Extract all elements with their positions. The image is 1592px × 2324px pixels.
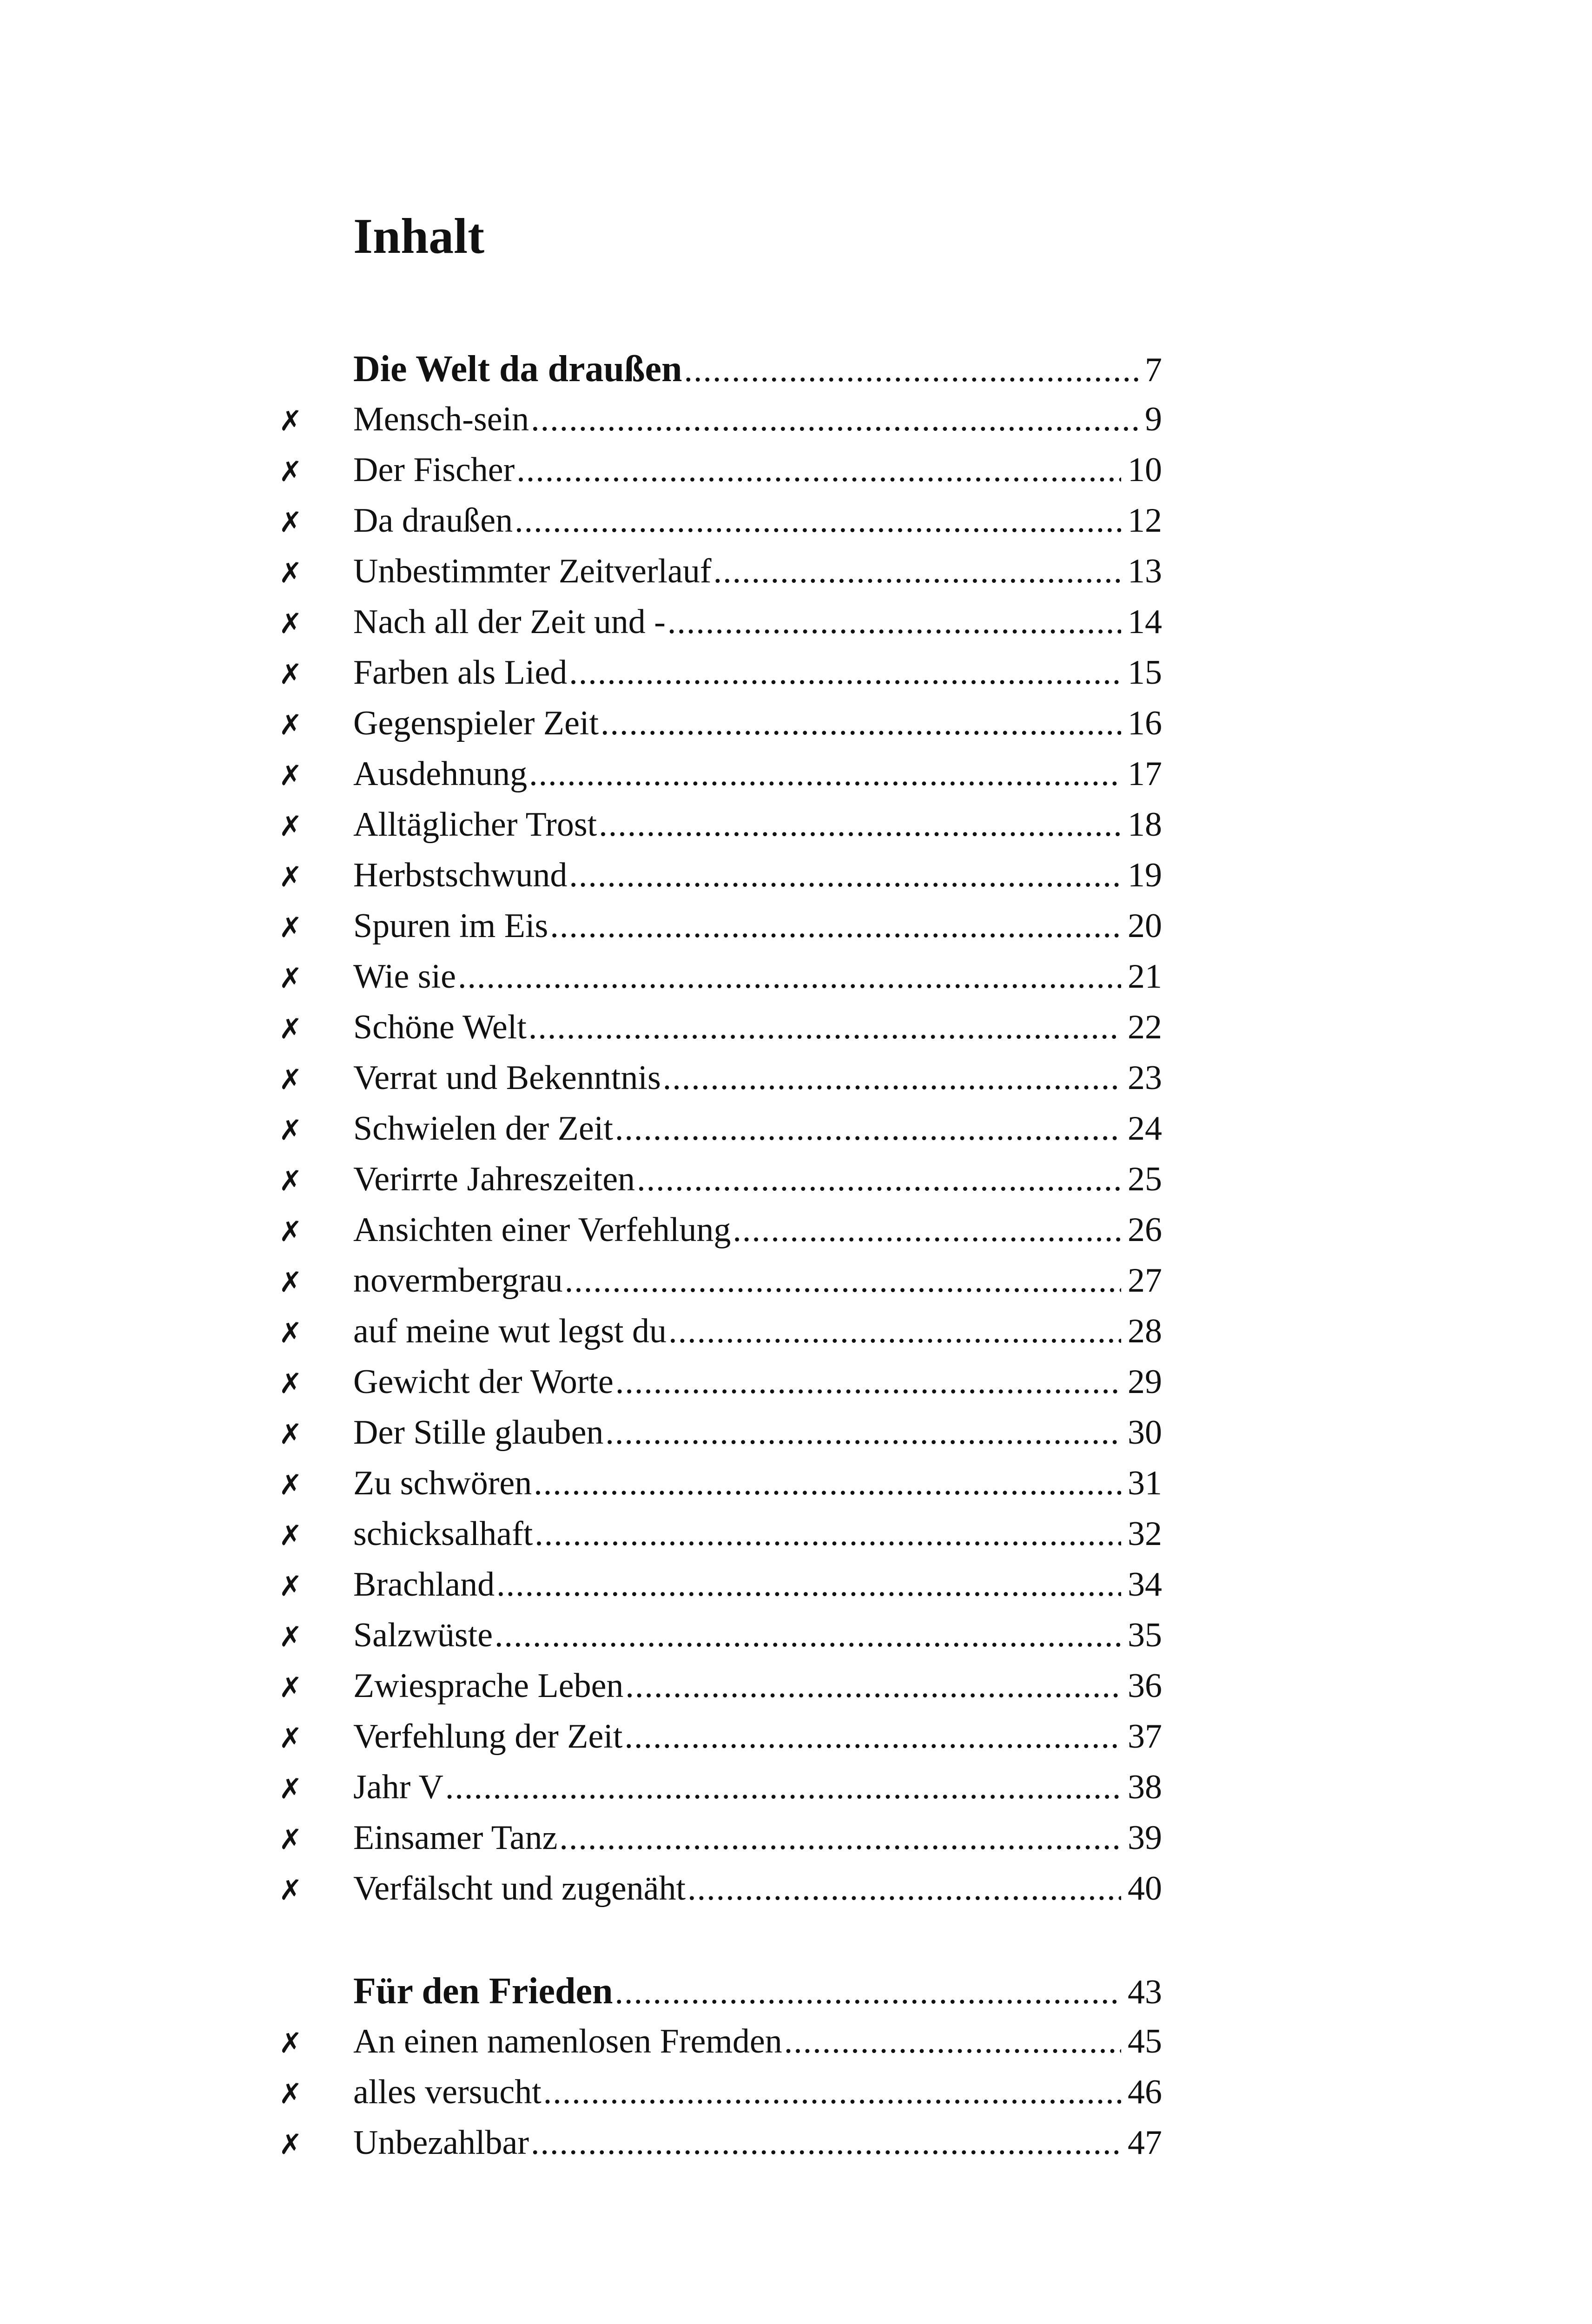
check-mark-icon: ✗	[279, 1621, 303, 1653]
entry-page-number: 45	[1128, 2022, 1162, 2060]
check-mark-icon: ✗	[279, 1266, 303, 1299]
section-title: Die Welt da draußen	[353, 349, 682, 390]
dot-leader	[496, 1559, 1121, 1610]
entry-line	[353, 1661, 1162, 1711]
section-page-number: 7	[1145, 351, 1162, 389]
toc-section-heading	[353, 344, 1162, 394]
entry-title: Da draußen	[353, 502, 513, 540]
toc-entry	[279, 394, 1190, 445]
toc-entry	[279, 850, 1190, 901]
check-mark-icon: ✗	[279, 506, 303, 539]
toc-entry	[279, 1255, 1190, 1306]
entry-title: Gegenspieler Zeit	[353, 704, 599, 742]
entry-page-number: 17	[1128, 755, 1162, 793]
entry-page-number: 39	[1128, 1819, 1162, 1857]
entry-title: Herbstschwund	[353, 856, 568, 894]
entry-page-number: 21	[1128, 957, 1162, 996]
entry-title: Mensch-sein	[353, 400, 529, 438]
entry-title: Alltäglicher Trost	[353, 805, 597, 844]
dot-leader	[543, 2067, 1121, 2118]
dot-leader	[625, 1661, 1121, 1711]
toc-entry	[279, 2118, 1190, 2168]
dot-leader	[569, 647, 1121, 698]
dot-leader	[569, 850, 1121, 901]
entry-page-number: 13	[1128, 552, 1162, 590]
toc-entry	[279, 1205, 1190, 1255]
entry-page-number: 47	[1128, 2124, 1162, 2162]
entry-title: schicksalhaft	[353, 1515, 533, 1553]
entry-line	[353, 597, 1162, 647]
entry-line	[353, 1154, 1162, 1205]
dot-leader	[565, 1255, 1121, 1306]
entry-line	[353, 1458, 1162, 1509]
entry-page-number: 30	[1128, 1413, 1162, 1452]
entry-line	[353, 445, 1162, 495]
entry-page-number: 18	[1128, 805, 1162, 844]
check-mark-icon: ✗	[279, 1013, 303, 1045]
entry-title: Verirrte Jahreszeiten	[353, 1160, 635, 1198]
dot-leader	[687, 1863, 1121, 1914]
entry-title: Jahr V	[353, 1768, 443, 1806]
entry-title: Nach all der Zeit und -	[353, 603, 666, 641]
entry-page-number: 10	[1128, 451, 1162, 489]
dot-leader	[550, 901, 1121, 951]
dot-leader	[528, 1002, 1121, 1053]
entry-page-number: 9	[1145, 400, 1162, 438]
entry-page-number: 36	[1128, 1667, 1162, 1705]
entry-page-number: 12	[1128, 502, 1162, 540]
entry-line	[353, 1559, 1162, 1610]
section-page-number: 43	[1128, 1973, 1162, 2011]
entry-title: novermbergrau	[353, 1261, 563, 1300]
entry-line	[353, 901, 1162, 951]
check-mark-icon: ✗	[279, 709, 303, 741]
toc-entry	[279, 1154, 1190, 1205]
entry-title: auf meine wut legst du	[353, 1312, 667, 1350]
entry-title: Brachland	[353, 1565, 495, 1604]
toc-entry	[279, 1306, 1190, 1357]
entry-title: Schwielen der Zeit	[353, 1109, 613, 1148]
dot-leader	[535, 1509, 1121, 1559]
check-mark-icon: ✗	[279, 1469, 303, 1501]
check-mark-icon: ✗	[279, 2128, 303, 2161]
toc-entry	[279, 1458, 1190, 1509]
entry-page-number: 26	[1128, 1211, 1162, 1249]
check-mark-icon: ✗	[279, 607, 303, 640]
entry-page-number: 40	[1128, 1869, 1162, 1908]
dot-leader	[663, 1053, 1121, 1103]
toc-entry	[279, 1813, 1190, 1863]
entry-page-number: 46	[1128, 2073, 1162, 2111]
check-mark-icon: ✗	[279, 1317, 303, 1349]
entry-title: Salzwüste	[353, 1616, 493, 1654]
entry-line	[353, 1509, 1162, 1559]
toc-entry	[279, 1053, 1190, 1103]
entry-title: Zu schwören	[353, 1464, 532, 1502]
check-mark-icon: ✗	[279, 2027, 303, 2060]
toc-entry	[279, 1863, 1190, 1914]
dot-leader	[733, 1205, 1121, 1255]
entry-page-number: 31	[1128, 1464, 1162, 1502]
check-mark-icon: ✗	[279, 1215, 303, 1248]
entry-line	[353, 1762, 1162, 1813]
entry-line	[353, 1103, 1162, 1154]
entry-title: Einsamer Tanz	[353, 1819, 558, 1857]
dot-leader	[515, 495, 1121, 546]
dot-leader	[534, 1458, 1121, 1509]
check-mark-icon: ✗	[279, 2078, 303, 2110]
dot-leader	[531, 394, 1138, 445]
toc-entry	[279, 1661, 1190, 1711]
entry-title: alles versucht	[353, 2073, 542, 2111]
check-mark-icon: ✗	[279, 1367, 303, 1400]
check-mark-icon: ✗	[279, 1165, 303, 1197]
toc-section-heading	[353, 1966, 1162, 2016]
entry-page-number: 20	[1128, 907, 1162, 945]
dot-leader	[445, 1762, 1121, 1813]
dot-leader	[615, 1103, 1121, 1154]
check-mark-icon: ✗	[279, 962, 303, 995]
entry-page-number: 14	[1128, 603, 1162, 641]
entry-line	[353, 647, 1162, 698]
entry-title: Unbezahlbar	[353, 2124, 529, 2162]
entry-title: Ansichten einer Verfehlung	[353, 1211, 731, 1249]
entry-line	[353, 1357, 1162, 1407]
table-of-contents	[279, 344, 1190, 2168]
entry-page-number: 32	[1128, 1515, 1162, 1553]
toc-entry	[279, 445, 1190, 495]
check-mark-icon: ✗	[279, 1773, 303, 1805]
entry-title: Zwiesprache Leben	[353, 1667, 624, 1705]
dot-leader	[784, 2016, 1121, 2067]
entry-title: Der Stille glauben	[353, 1413, 604, 1452]
entry-title: Verfälscht und zugenäht	[353, 1869, 686, 1908]
check-mark-icon: ✗	[279, 911, 303, 944]
entry-title: Schöne Welt	[353, 1008, 527, 1046]
check-mark-icon: ✗	[279, 456, 303, 488]
toc-entry	[279, 597, 1190, 647]
toc-entry	[279, 901, 1190, 951]
dot-leader	[684, 345, 1139, 395]
toc-entry	[279, 799, 1190, 850]
toc-entry	[279, 1103, 1190, 1154]
dot-leader	[599, 799, 1121, 850]
toc-entry	[279, 495, 1190, 546]
entry-line	[353, 1205, 1162, 1255]
toc-entry	[279, 1711, 1190, 1762]
section-title: Für den Frieden	[353, 1971, 613, 2012]
entry-line	[353, 2067, 1162, 2118]
check-mark-icon: ✗	[279, 810, 303, 843]
check-mark-icon: ✗	[279, 1570, 303, 1603]
dot-leader	[529, 749, 1121, 799]
toc-entry	[279, 951, 1190, 1002]
dot-leader	[531, 2118, 1121, 2168]
toc-entry	[279, 698, 1190, 749]
check-mark-icon: ✗	[279, 658, 303, 691]
toc-entry	[279, 1610, 1190, 1661]
entry-line	[353, 1863, 1162, 1914]
dot-leader	[559, 1813, 1121, 1863]
dot-leader	[624, 1711, 1121, 1762]
dot-leader	[667, 597, 1121, 647]
dot-leader	[668, 1306, 1121, 1357]
entry-title: Gewicht der Worte	[353, 1363, 614, 1401]
entry-title: Spuren im Eis	[353, 907, 548, 945]
check-mark-icon: ✗	[279, 1114, 303, 1147]
entry-page-number: 24	[1128, 1109, 1162, 1148]
entry-line	[353, 749, 1162, 799]
dot-leader	[601, 698, 1121, 749]
entry-title: Ausdehnung	[353, 755, 528, 793]
entry-line	[353, 1002, 1162, 1053]
toc-entry	[279, 749, 1190, 799]
entry-title: Verfehlung der Zeit	[353, 1717, 623, 1756]
entry-page-number: 34	[1128, 1565, 1162, 1604]
entry-page-number: 15	[1128, 654, 1162, 692]
entry-line	[353, 546, 1162, 597]
toc-entry	[279, 2067, 1190, 2118]
entry-line	[353, 850, 1162, 901]
entry-title: Wie sie	[353, 957, 456, 996]
check-mark-icon: ✗	[279, 1722, 303, 1755]
toc-entry	[279, 647, 1190, 698]
entry-page-number: 19	[1128, 856, 1162, 894]
entry-page-number: 27	[1128, 1261, 1162, 1300]
toc-entry	[279, 1559, 1190, 1610]
dot-leader	[615, 1967, 1121, 2017]
entry-line	[353, 2016, 1162, 2067]
entry-line	[353, 2118, 1162, 2168]
check-mark-icon: ✗	[279, 1418, 303, 1451]
entry-line	[353, 1255, 1162, 1306]
entry-line	[353, 1407, 1162, 1458]
entry-title: Verrat und Bekenntnis	[353, 1059, 661, 1097]
dot-leader	[516, 445, 1121, 495]
entry-line	[353, 698, 1162, 749]
entry-page-number: 29	[1128, 1363, 1162, 1401]
entry-page-number: 37	[1128, 1717, 1162, 1756]
check-mark-icon: ✗	[279, 1671, 303, 1704]
entry-line	[353, 394, 1162, 445]
check-mark-icon: ✗	[279, 1823, 303, 1856]
toc-entry	[279, 1357, 1190, 1407]
dot-leader	[495, 1610, 1121, 1661]
entry-title: An einen namenlosen Fremden	[353, 2022, 782, 2060]
entry-page-number: 25	[1128, 1160, 1162, 1198]
entry-page-number: 22	[1128, 1008, 1162, 1046]
entry-line	[353, 1610, 1162, 1661]
page-title: Inhalt	[353, 209, 485, 264]
entry-title: Unbestimmter Zeitverlauf	[353, 552, 712, 590]
check-mark-icon: ✗	[279, 759, 303, 792]
entry-page-number: 28	[1128, 1312, 1162, 1350]
dot-leader	[713, 546, 1121, 597]
toc-entry	[279, 1762, 1190, 1813]
entry-page-number: 35	[1128, 1616, 1162, 1654]
entry-line	[353, 1306, 1162, 1357]
check-mark-icon: ✗	[279, 861, 303, 893]
entry-page-number: 23	[1128, 1059, 1162, 1097]
check-mark-icon: ✗	[279, 1874, 303, 1907]
dot-leader	[605, 1407, 1121, 1458]
toc-entry	[279, 2016, 1190, 2067]
dot-leader	[637, 1154, 1121, 1205]
entry-page-number: 38	[1128, 1768, 1162, 1806]
check-mark-icon: ✗	[279, 557, 303, 589]
entry-line	[353, 1813, 1162, 1863]
dot-leader	[458, 951, 1121, 1002]
toc-entry	[279, 546, 1190, 597]
entry-title: Der Fischer	[353, 451, 515, 489]
entry-line	[353, 951, 1162, 1002]
entry-line	[353, 1053, 1162, 1103]
check-mark-icon: ✗	[279, 1519, 303, 1552]
entry-line	[353, 495, 1162, 546]
entry-title: Farben als Lied	[353, 654, 568, 692]
entry-page-number: 16	[1128, 704, 1162, 742]
toc-entry	[279, 1407, 1190, 1458]
toc-entry	[279, 1509, 1190, 1559]
entry-line	[353, 1711, 1162, 1762]
toc-entry	[279, 1002, 1190, 1053]
entry-line	[353, 799, 1162, 850]
check-mark-icon: ✗	[279, 1063, 303, 1096]
check-mark-icon: ✗	[279, 405, 303, 437]
dot-leader	[615, 1357, 1121, 1407]
